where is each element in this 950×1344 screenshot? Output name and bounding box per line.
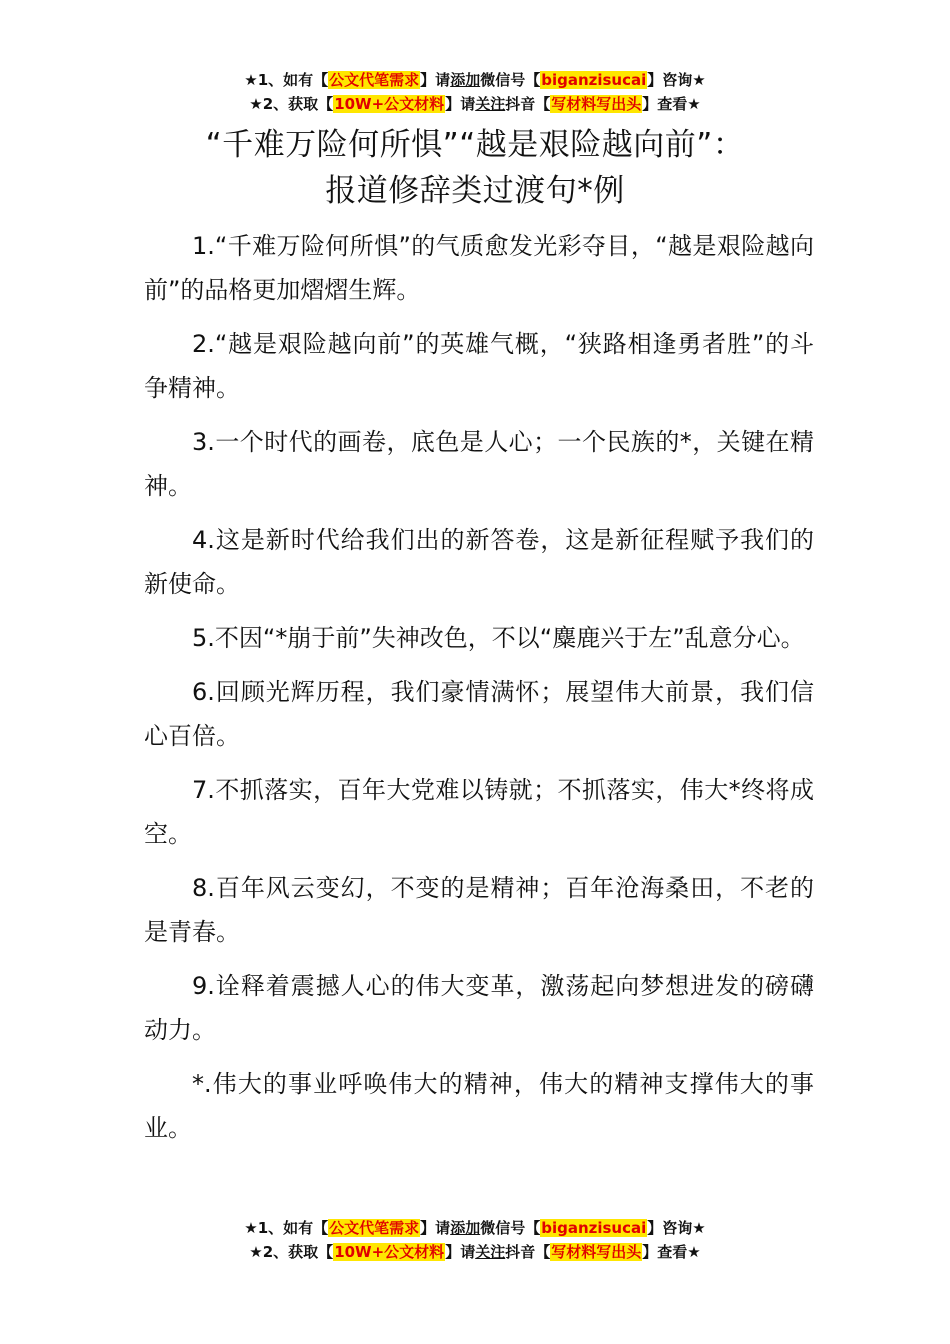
promo-line-2 xyxy=(0,92,950,116)
promo-text: ★1、如有【 xyxy=(244,71,329,89)
example-sentence-6: 6.回顾光辉历程，我们豪情满怀；展望伟大前景，我们信心百倍。 xyxy=(144,678,814,750)
title-line-1: “千难万险何所惧”“越是艰险越向前”： xyxy=(205,127,745,163)
promo-douyin-id: 写材料写出头 xyxy=(551,95,642,113)
promo-text: 】查看★ xyxy=(642,95,701,113)
document-title xyxy=(0,122,950,214)
example-sentence-5: 5.不因“*崩于前”失神改色，不以“麋鹿兴于左”乱意分心。 xyxy=(192,624,805,652)
promo-banner-bottom xyxy=(0,1216,950,1264)
promo-text: 微信号【 xyxy=(480,1219,541,1237)
example-sentence-9: 9.诠释着震撼人心的伟大变革，激荡起向梦想进发的磅礴动力。 xyxy=(144,972,814,1044)
promo-text: 抖音【 xyxy=(505,95,551,113)
promo-banner-top xyxy=(0,68,950,116)
promo-line-1 xyxy=(0,1216,950,1240)
promo-line-2 xyxy=(0,1240,950,1264)
promo-highlight: 10W+公文材料 xyxy=(334,95,445,113)
promo-highlight: 10W+公文材料 xyxy=(334,1243,445,1261)
example-sentence-3: 3.一个时代的画卷，底色是人心；一个民族的*，关键在精神。 xyxy=(144,428,814,500)
promo-text: 抖音【 xyxy=(505,1243,551,1261)
example-sentence-7: 7.不抓落实，百年大党难以铸就；不抓落实，伟大*终将成空。 xyxy=(144,776,814,848)
example-sentence-2: 2.“越是艰险越向前”的英雄气概，“狭路相逢勇者胜”的斗争精神。 xyxy=(144,330,814,402)
promo-text: 】请 xyxy=(445,1243,476,1261)
promo-wechat-id: biganzisucai xyxy=(541,71,647,89)
promo-underlined-text: 添加 xyxy=(450,1219,481,1237)
title-line-2: 报道修辞类过渡句*例 xyxy=(325,173,625,209)
document-body xyxy=(144,224,814,1160)
example-sentence-4: 4.这是新时代给我们出的新答卷，这是新征程赋予我们的新使命。 xyxy=(144,526,814,598)
promo-line-1 xyxy=(0,68,950,92)
promo-highlight: 公文代笔需求 xyxy=(329,1219,420,1237)
promo-underlined-text: 关注 xyxy=(475,95,506,113)
promo-text: 】请 xyxy=(420,1219,451,1237)
promo-highlight: 公文代笔需求 xyxy=(329,71,420,89)
example-sentence-1: 1.“千难万险何所惧”的气质愈发光彩夺目，“越是艰险越向前”的品格更加熠熠生辉。 xyxy=(144,232,814,304)
promo-wechat-id: biganzisucai xyxy=(541,1219,647,1237)
promo-underlined-text: 关注 xyxy=(475,1243,506,1261)
example-sentence-8: 8.百年风云变幻，不变的是精神；百年沧海桑田，不老的是青春。 xyxy=(144,874,814,946)
promo-text: 】请 xyxy=(445,95,476,113)
promo-text: 】查看★ xyxy=(642,1243,701,1261)
promo-douyin-id: 写材料写出头 xyxy=(551,1243,642,1261)
promo-text: ★2、获取【 xyxy=(249,95,334,113)
promo-text: 】请 xyxy=(420,71,451,89)
promo-underlined-text: 添加 xyxy=(450,71,481,89)
promo-text: ★2、获取【 xyxy=(249,1243,334,1261)
example-sentence-10: *.伟大的事业呼唤伟大的精神，伟大的精神支撑伟大的事业。 xyxy=(144,1070,814,1142)
promo-text: 】咨询★ xyxy=(647,1219,706,1237)
promo-text: ★1、如有【 xyxy=(244,1219,329,1237)
promo-text: 微信号【 xyxy=(480,71,541,89)
promo-text: 】咨询★ xyxy=(647,71,706,89)
